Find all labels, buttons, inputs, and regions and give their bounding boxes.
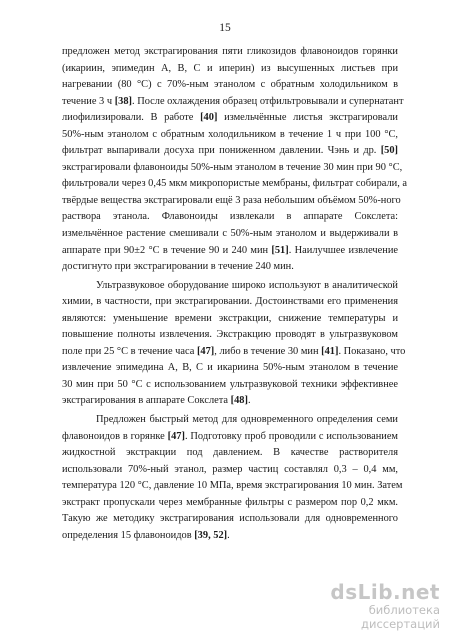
text-line: 30 мин при 50 °C с использованием ультразвуковой техники эффективнее	[62, 378, 398, 390]
text-line: использовали 70%-ный этанол, размер частиц составлял 0,3 – 0,4 мм,	[62, 463, 398, 475]
page-number: 15	[219, 22, 231, 34]
text-line: температура 120 °C, давление 10 МПа, время экстрагирования 10 мин. Затем	[62, 480, 403, 492]
paragraph-1	[62, 44, 408, 276]
citation-ref: [48]	[230, 395, 248, 407]
text-line: фильтрат выпаривали досуха при пониженном давлении. Чэнь и др. [50]	[62, 145, 398, 157]
citation-ref: [51]	[271, 244, 289, 256]
text-line: Ультразвуковое оборудование широко используют в аналитической	[96, 279, 398, 291]
text-line: нагревании (80 °C) с 70%-ным этанолом с обратным холодильником в	[62, 79, 398, 91]
citation-ref: [39, 52]	[194, 529, 228, 541]
text-line: химии, в частности, при экстрагировании. Достоинствами его применения	[62, 296, 398, 308]
text-line: Такую же методику экстрагирования использовали для одновременного	[62, 513, 398, 525]
text-line: достигнуто при экстрагировании в течение 240 мин.	[62, 261, 294, 273]
document-body	[62, 44, 408, 544]
citation-ref: [38]	[114, 95, 132, 107]
paragraph-3	[62, 412, 403, 544]
text-line: поле при 25 °C в течение часа [47], либо в течение 30 мин [41]. Показано, что	[62, 345, 406, 357]
text-line: 50%-ным этанолом с обратным холодильником в течение 1 ч при 100 °C,	[62, 128, 398, 140]
text-line: экстракт пропускали через мембранные фильтры с размером пор 0,2 мкм.	[62, 496, 398, 508]
watermark	[290, 581, 440, 631]
text-line: экстрагирования в аппарате Сокслета [48].	[62, 395, 251, 407]
citation-ref: [50]	[380, 145, 398, 157]
text-line: Предложен быстрый метод для одновременного определения семи	[96, 414, 398, 426]
citation-ref: [40]	[200, 112, 218, 124]
paragraph-2	[62, 278, 406, 410]
text-line: флавоноидов в горянке [47]. Подготовку проб проводили с использованием	[62, 430, 399, 442]
text-line: предложен метод экстрагирования пяти гликозидов флавоноидов горянки	[62, 46, 398, 57]
citation-ref: [41]	[321, 345, 339, 357]
citation-ref: [47]	[167, 430, 185, 442]
text-line: экстрагировали флавоноиды 50%-ным этанолом в течение 30 мин при 90 °C,	[62, 161, 403, 173]
text-line: повышение полноты извлечения. Экстракцию проводят в ультразвуковом	[62, 329, 398, 341]
text-line: лиофилизировали. В работе [40] измельчённые листья экстрагировали	[62, 112, 398, 124]
text-line: (икариин, эпимедин A, B, C и иперин) из высушенных листьев при	[62, 62, 398, 74]
watermark-subtitle: библиотека диссертаций	[361, 603, 440, 631]
text-line: измельчённое растение смешивали с 50%-ным этанолом и выдерживали в	[62, 228, 398, 240]
text-line: твёрдые вещества экстрагировали ещё 3 раза небольшим объёмом 50%-ного	[62, 194, 401, 206]
text-line: раствора этанола. Флавоноиды извлекали в аппарате Сокслета:	[62, 211, 398, 223]
text-line: фильтровали через 0,45 мкм микропористые мембраны, фильтрат собирали, а	[62, 178, 408, 190]
text-line: являются: уменьшение времени экстракции, снижение температуры и	[62, 312, 398, 324]
watermark-logo: dsLib.net	[330, 580, 440, 604]
text-line: извлечение эпимедина A, B, C и икариина 50%-ным этанолом в течение	[62, 362, 398, 374]
text-line: определения 15 флавоноидов [39, 52].	[62, 529, 230, 541]
citation-ref: [47]	[196, 345, 215, 357]
text-line: жидкостной экстракции под давлением. В качестве растворителя	[62, 447, 398, 459]
text-line: течение 3 ч [38]. После охлаждения образец отфильтровывали и супернатант	[62, 95, 404, 107]
text-line: аппарате при 90±2 °C в течение 90 и 240 мин [51]. Наилучшее извлечение	[62, 244, 399, 256]
